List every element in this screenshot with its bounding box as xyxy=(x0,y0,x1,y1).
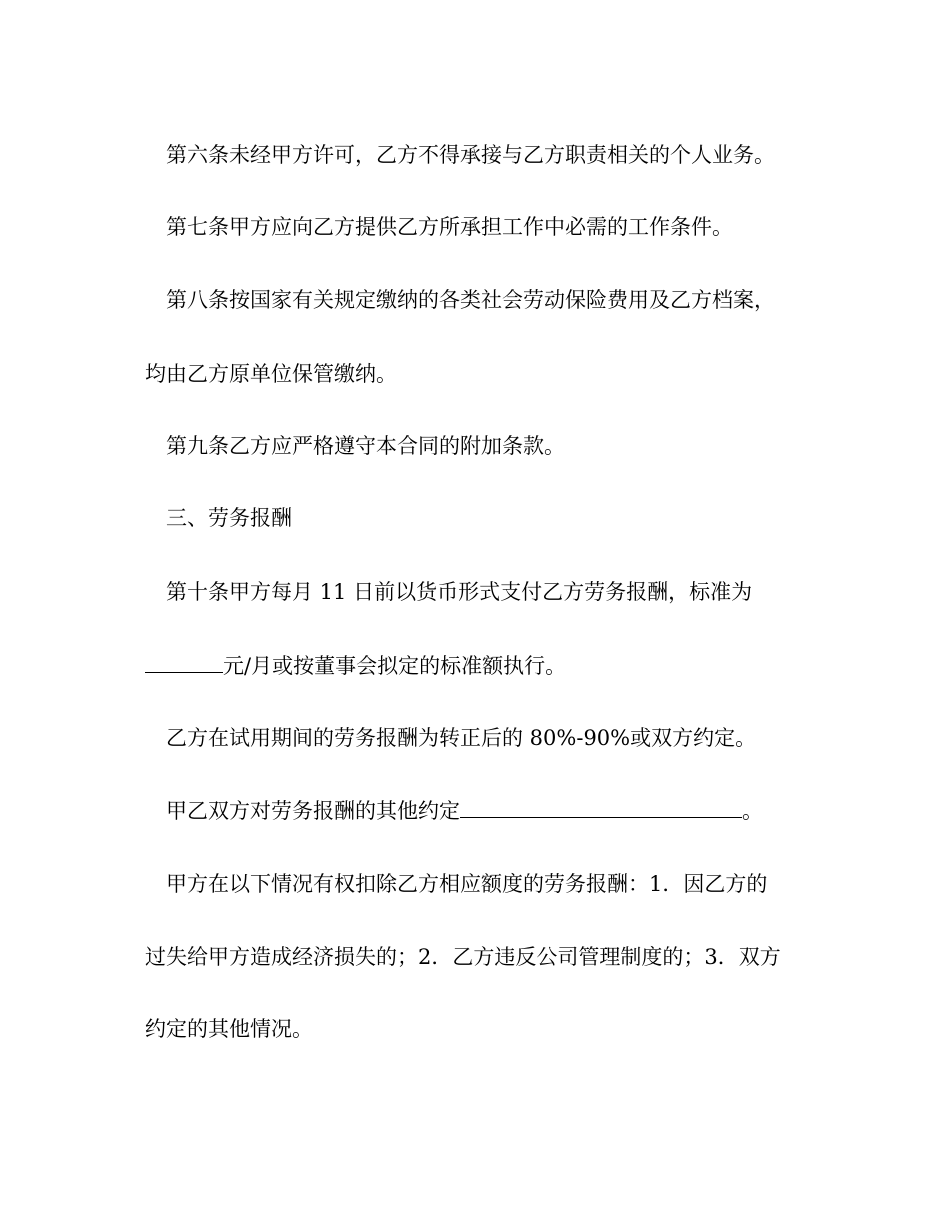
other-agreement-end: 。 xyxy=(742,799,763,823)
article-10-line-1 xyxy=(0,572,950,612)
deduction-clause-line-2 xyxy=(0,937,950,977)
article-8-line-2 xyxy=(0,354,950,394)
deduction-text-2: 过失给甲方造成经济损失的；2．乙方违反公司管理制度的；3．双方 xyxy=(145,945,781,969)
article-7 xyxy=(0,207,950,247)
article-8-text-1: 第八条按国家有关规定缴纳的各类社会劳动保险费用及乙方档案， xyxy=(166,288,775,312)
other-agreement-clause xyxy=(0,790,950,830)
section-heading-3 xyxy=(0,498,950,538)
article-8-line-1 xyxy=(0,280,950,320)
article-10-line-2 xyxy=(0,645,950,685)
other-agreement-blank xyxy=(460,790,742,818)
other-agreement-text: 甲乙双方对劳务报酬的其他约定 xyxy=(166,799,460,823)
article-6-text: 第六条未经甲方许可，乙方不得承接与乙方职责相关的个人业务。 xyxy=(166,143,775,167)
article-9 xyxy=(0,426,950,466)
probation-clause-text: 乙方在试用期间的劳务报酬为转正后的 80%-90%或双方约定。 xyxy=(166,726,757,750)
article-10-text-1: 第十条甲方每月 11 日前以货币形式支付乙方劳务报酬，标准为 xyxy=(166,580,753,604)
section-heading-3-text: 三、劳务报酬 xyxy=(166,506,292,530)
article-8-text-2: 均由乙方原单位保管缴纳。 xyxy=(145,362,397,386)
probation-clause xyxy=(0,718,950,758)
article-7-text: 第七条甲方应向乙方提供乙方所承担工作中必需的工作条件。 xyxy=(166,215,733,239)
article-9-text: 第九条乙方应严格遵守本合同的附加条款。 xyxy=(166,434,565,458)
deduction-clause-line-3 xyxy=(0,1009,950,1049)
article-6 xyxy=(0,135,950,175)
amount-blank xyxy=(145,645,223,673)
deduction-clause-line-1 xyxy=(0,864,950,904)
deduction-text-3: 约定的其他情况。 xyxy=(145,1017,313,1041)
deduction-text-1: 甲方在以下情况有权扣除乙方相应额度的劳务报酬：1．因乙方的 xyxy=(166,872,768,896)
article-10-text-2: 元/月或按董事会拟定的标准额执行。 xyxy=(223,654,567,678)
